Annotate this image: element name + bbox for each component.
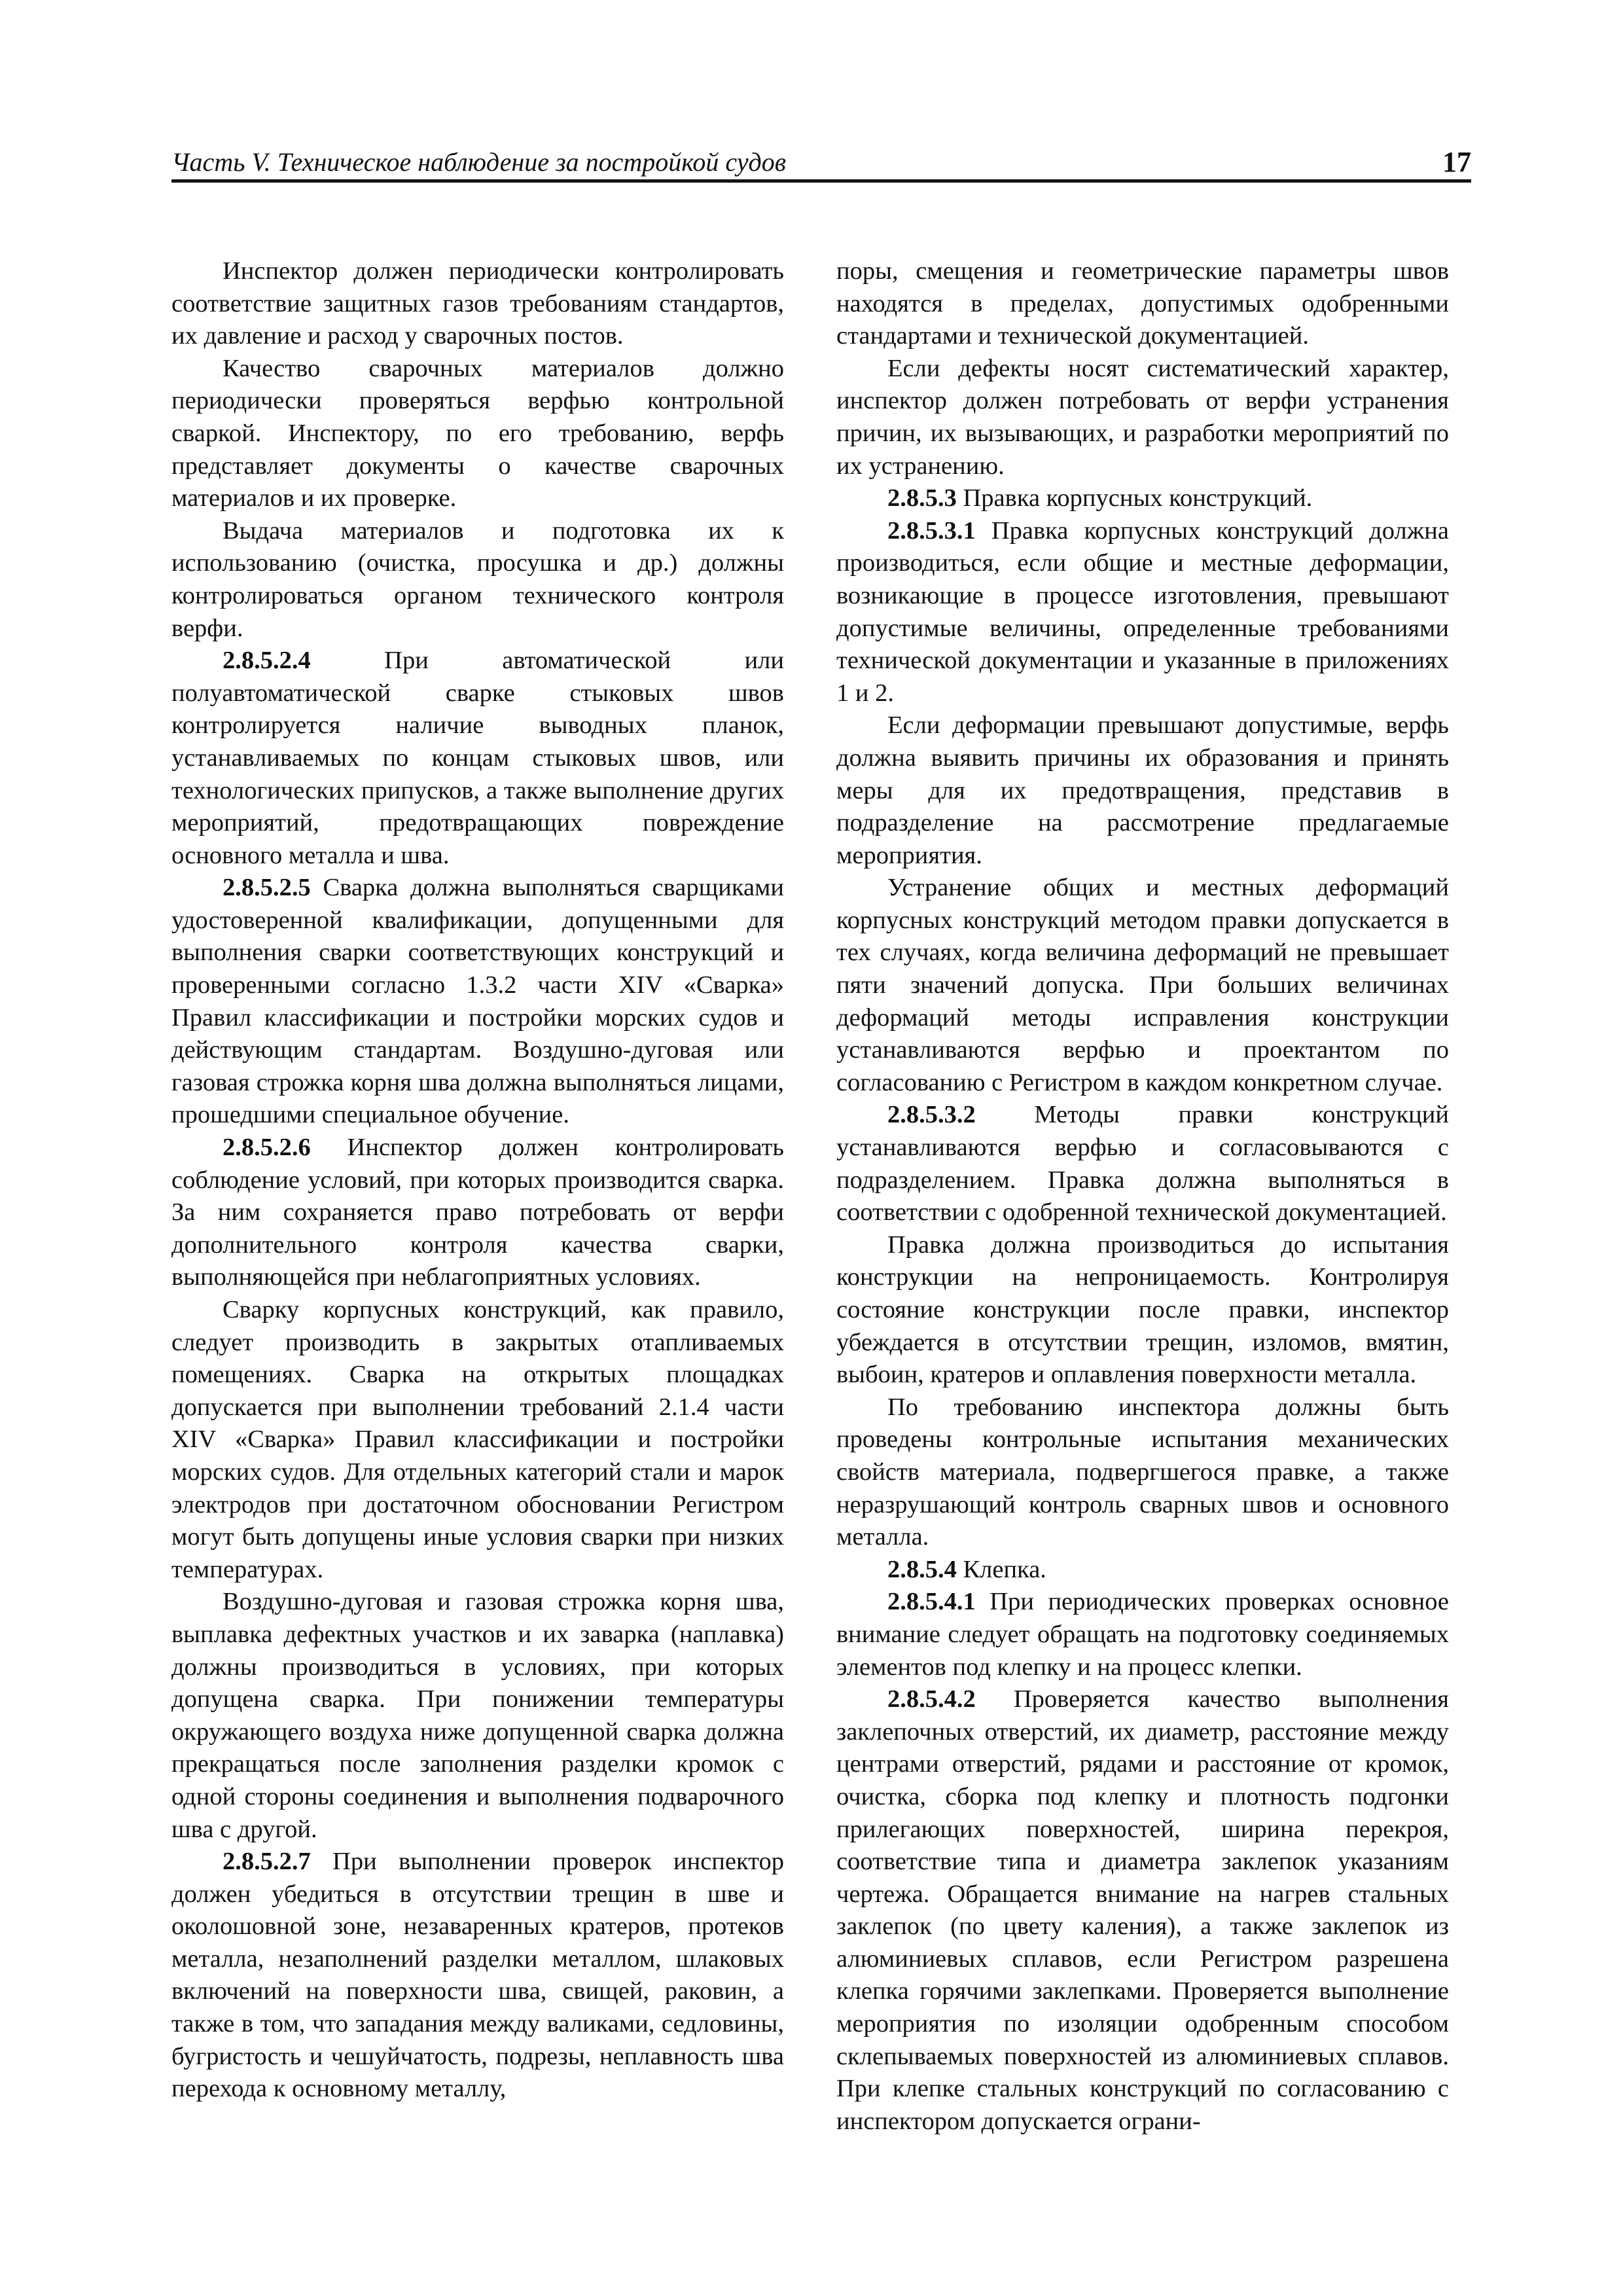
paragraph-continuation [836, 255, 1449, 353]
paragraph-text: Сварку корпусных конструкций, как правило, следует производить в закрытых отапливаемых помещениях. Сварка на открытых площадках допускается при выполнении требований 2.1.4 части XIV «Сварка» Правил классификации и постройки морских судов. Для отдельных категорий стали и марок электродов при достаточном обосновании Регистром могут быть допущены иные условия сварки при низких температурах. [171, 1296, 784, 1583]
paragraph [836, 872, 1449, 1099]
paragraph [836, 1683, 1449, 2138]
paragraph [836, 1099, 1449, 1229]
paragraph-text: Устранение общих и местных деформаций корпусных конструкций методом правки допускается в тех случаях, когда величина деформаций не превышает пяти значений допуска. При больших величинах деформаций методы исправления конструкции устанавливаются верфью и проектантом по согласованию с Регистром в каждом конкретном случае. [836, 874, 1449, 1096]
clause-number: 2.8.5.3 [887, 484, 957, 512]
paragraph [171, 1132, 784, 1294]
clause-number: 2.8.5.3.1 [887, 516, 976, 545]
paragraph [171, 645, 784, 872]
paragraph-text: При автоматической или полуавтоматической сварке стыковых швов контролируется наличие выводных планок, устанавливаемых по концам стыковых швов, или технологических припусков, а также выполнение других мероприятий, предотвращающих повреждение основного металла и шва. [171, 647, 784, 869]
paragraph [171, 1294, 784, 1586]
clause-number: 2.8.5.2.5 [223, 874, 311, 902]
paragraph-text: Инспектор должен периодически контролировать соответствие защитных газов требованиям стандартов, их давление и расход у сварочных постов. [171, 257, 784, 350]
paragraph [171, 1846, 784, 2106]
paragraph [836, 1391, 1449, 1554]
paragraph-text: Инспектор должен контролировать соблюдение условий, при которых производится сварка. За ним сохраняется право потребовать от верфи дополнительного контроля качества сварки, выполняющейся при неблагоприятных условиях. [171, 1134, 784, 1291]
paragraph-text: Если дефекты носят систематический характер, инспектор должен потребовать от верфи устранения причин, их вызывающих, и разработки мероприятий по их устранению. [836, 354, 1449, 480]
paragraph [171, 353, 784, 515]
paragraph [836, 1586, 1449, 1683]
paragraph [171, 255, 784, 353]
paragraph-text: По требованию инспектора должны быть проведены контрольные испытания механических свойств материала, подвергшегося правке, а также неразрушающий контроль сварных швов и основного металла. [836, 1393, 1449, 1551]
running-header [171, 143, 1471, 179]
paragraph-text: Правка должна производиться до испытания конструкции на непроницаемость. Контролируя состояние конструкции после правки, инспектор убеждается в отсутствии трещин, изломов, вмятин, выбоин, кратеров и оплавления поверхности металла. [836, 1230, 1449, 1389]
paragraph-text: Сварка должна выполняться сварщиками удостоверенной квалификации, допущенными для выполнения сварки соответствующих конструкций и проверенными согласно 1.3.2 части XIV «Сварка» Правил классификации и постройки морских судов и действующим стандартам. Воздушно-дуговая или газовая строжка корня шва должна выполняться лицами, прошедшими специальное обучение. [171, 874, 784, 1129]
page-number: 17 [1442, 146, 1471, 178]
paragraph-text: Клепка. [956, 1555, 1046, 1583]
paragraph-text: Правка корпусных конструкций. [956, 484, 1313, 512]
header-rule [171, 179, 1471, 183]
paragraph [836, 482, 1449, 515]
clause-number: 2.8.5.2.6 [223, 1134, 311, 1162]
clause-number: 2.8.5.2.7 [223, 1848, 311, 1876]
running-header-title: Часть V. Техническое наблюдение за постройкой судов [171, 147, 787, 177]
paragraph-text: поры, смещения и геометрические параметры швов находятся в пределах, допустимых одобренными стандартами и технической документацией. [836, 257, 1449, 350]
paragraph [836, 1554, 1449, 1587]
clause-number: 2.8.5.3.2 [887, 1101, 976, 1129]
paragraph-text: При периодических проверках основное внимание следует обращать на подготовку соединяемых элементов под клепку и на процесс клепки. [836, 1588, 1449, 1681]
paragraph [171, 872, 784, 1132]
paragraph [836, 1229, 1449, 1391]
left-column [171, 255, 784, 2106]
paragraph-text: Качество сварочных материалов должно периодически проверяться верфью контрольной сваркой. Инспектору, по его требованию, верфь представляет документы о качестве сварочных материалов и их проверке. [171, 354, 784, 512]
paragraph-text: Если деформации превышают допустимые, верфь должна выявить причины их образования и принять меры для их предотвращения, представив в подразделение на рассмотрение предлагаемые мероприятия. [836, 711, 1449, 869]
paragraph-text: Правка корпусных конструкций должна производиться, если общие и местные деформации, возникающие в процессе изготовления, превышают допустимые величины, определенные требованиями технической документации и указанные в приложениях 1 и 2. [836, 516, 1449, 707]
paragraph [171, 1586, 784, 1846]
paragraph [836, 353, 1449, 482]
paragraph-text: Выдача материалов и подготовка их к использованию (очистка, просушка и др.) должны контролироваться органом технического контроля верфи. [171, 516, 784, 642]
clause-number: 2.8.5.4.2 [887, 1685, 976, 1713]
clause-number: 2.8.5.4 [887, 1555, 957, 1583]
paragraph-text: Воздушно-дуговая и газовая строжка корня шва, выплавка дефектных участков и их заварка (наплавка) должны производиться в условиях, при которых допущена сварка. При понижении температуры окружающего воздуха ниже допущенной сварка должна прекращаться после заполнения разделки кромок с одной стороны соединения и выполнения подварочного шва с другой. [171, 1588, 784, 1843]
paragraph-text: Методы правки конструкций устанавливаются верфью и согласовываются с подразделением. Правка должна выполняться в соответствии с одобренной технической документацией. [836, 1101, 1449, 1227]
clause-number: 2.8.5.4.1 [887, 1588, 976, 1616]
paragraph [171, 515, 784, 645]
right-column [836, 255, 1449, 2138]
paragraph-text: Проверяется качество выполнения заклепочных отверстий, их диаметр, расстояние между центрами отверстий, рядами и расстояние от кромок, очистка, сборка под клепку и плотность подгонки прилегающих поверхностей, ширина перекроя, соответствие типа и диаметра заклепок указаниям чертежа. Обращается внимание на нагрев стальных заклепок (по цвету каления), а также заклепок из алюминиевых сплавов, если Регистром разрешена клепка горячими заклепками. Проверяется выполнение мероприятия по изоляции одобренным способом склепываемых поверхностей из алюминиевых сплавов. При клепке стальных конструкций по согласованию с инспектором допускается ограни- [836, 1685, 1449, 2135]
paragraph [836, 709, 1449, 872]
paragraph-text: При выполнении проверок инспектор должен убедиться в отсутствии трещин в шве и околошовной зоне, незаваренных кратеров, протеков металла, незаполнений разделки металлом, шлаковых включений на поверхности шва, свищей, раковин, а также в том, что западания между валиками, седловины, бугристость и чешуйчатость, подрезы, неплавность шва перехода к основному металлу, [171, 1848, 784, 2103]
clause-number: 2.8.5.2.4 [223, 647, 311, 675]
paragraph [836, 515, 1449, 710]
